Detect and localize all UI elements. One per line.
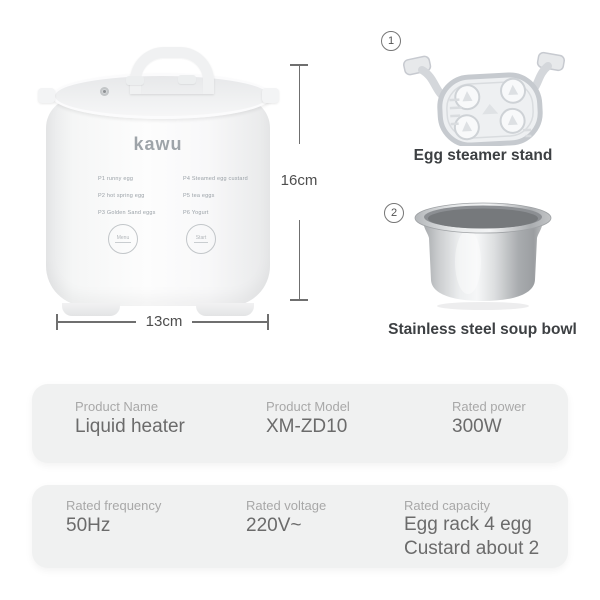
- spec-value: 50Hz: [66, 515, 111, 536]
- accessory-1-label: Egg steamer stand: [413, 147, 553, 164]
- cooker-foot-right: [196, 303, 254, 316]
- spec-value: XM-ZD10: [266, 416, 348, 437]
- spec-value: 300W: [452, 416, 502, 437]
- program-item: P5 tea eggs: [183, 193, 215, 199]
- program-item: P1 runny egg: [98, 176, 134, 182]
- lid-lip-right: [262, 88, 279, 103]
- program-list-right: [183, 171, 248, 222]
- stainless-steel-soup-bowl-image: [408, 196, 558, 312]
- spec-label: Rated frequency: [66, 498, 162, 513]
- program-item: P6 Yogurt: [183, 210, 209, 216]
- spec-value: 220V~: [246, 515, 302, 536]
- handle-collar-left: [126, 76, 144, 85]
- egg-steamer-stand-image: [398, 48, 570, 146]
- height-dimension-label: 16cm: [280, 172, 318, 189]
- spec-value: Custard about 2: [404, 538, 540, 559]
- accessory-2-number: 2: [384, 203, 404, 223]
- spec-label: Product Model: [266, 399, 350, 414]
- program-list-left: [98, 171, 156, 222]
- width-dimension-label: 13cm: [145, 313, 183, 330]
- spec-label: Rated power: [452, 399, 526, 414]
- program-item: P4 Steamed egg custard: [183, 176, 248, 182]
- start-button: Start: [186, 224, 216, 254]
- spec-label: Rated voltage: [246, 498, 327, 513]
- handle-collar-right: [178, 75, 196, 84]
- accessory-2-label: Stainless steel soup bowl: [388, 321, 577, 338]
- spec-value: Egg rack 4 egg: [404, 514, 532, 535]
- cooker-foot-left: [62, 303, 120, 316]
- program-item: P3 Golden Sand eggs: [98, 210, 156, 216]
- lid-lip-left: [38, 88, 55, 103]
- brand-logo: kawu: [133, 134, 183, 154]
- steam-vent-dot: [103, 90, 106, 93]
- spec-value: Liquid heater: [75, 416, 185, 437]
- cooker-handle: [130, 47, 214, 94]
- spec-label: Product Name: [75, 399, 159, 414]
- menu-button: Menu: [108, 224, 138, 254]
- accessory-1-number: 1: [381, 31, 401, 51]
- spec-label: Rated capacity: [404, 498, 490, 513]
- program-item: P2 hot spring egg: [98, 193, 145, 199]
